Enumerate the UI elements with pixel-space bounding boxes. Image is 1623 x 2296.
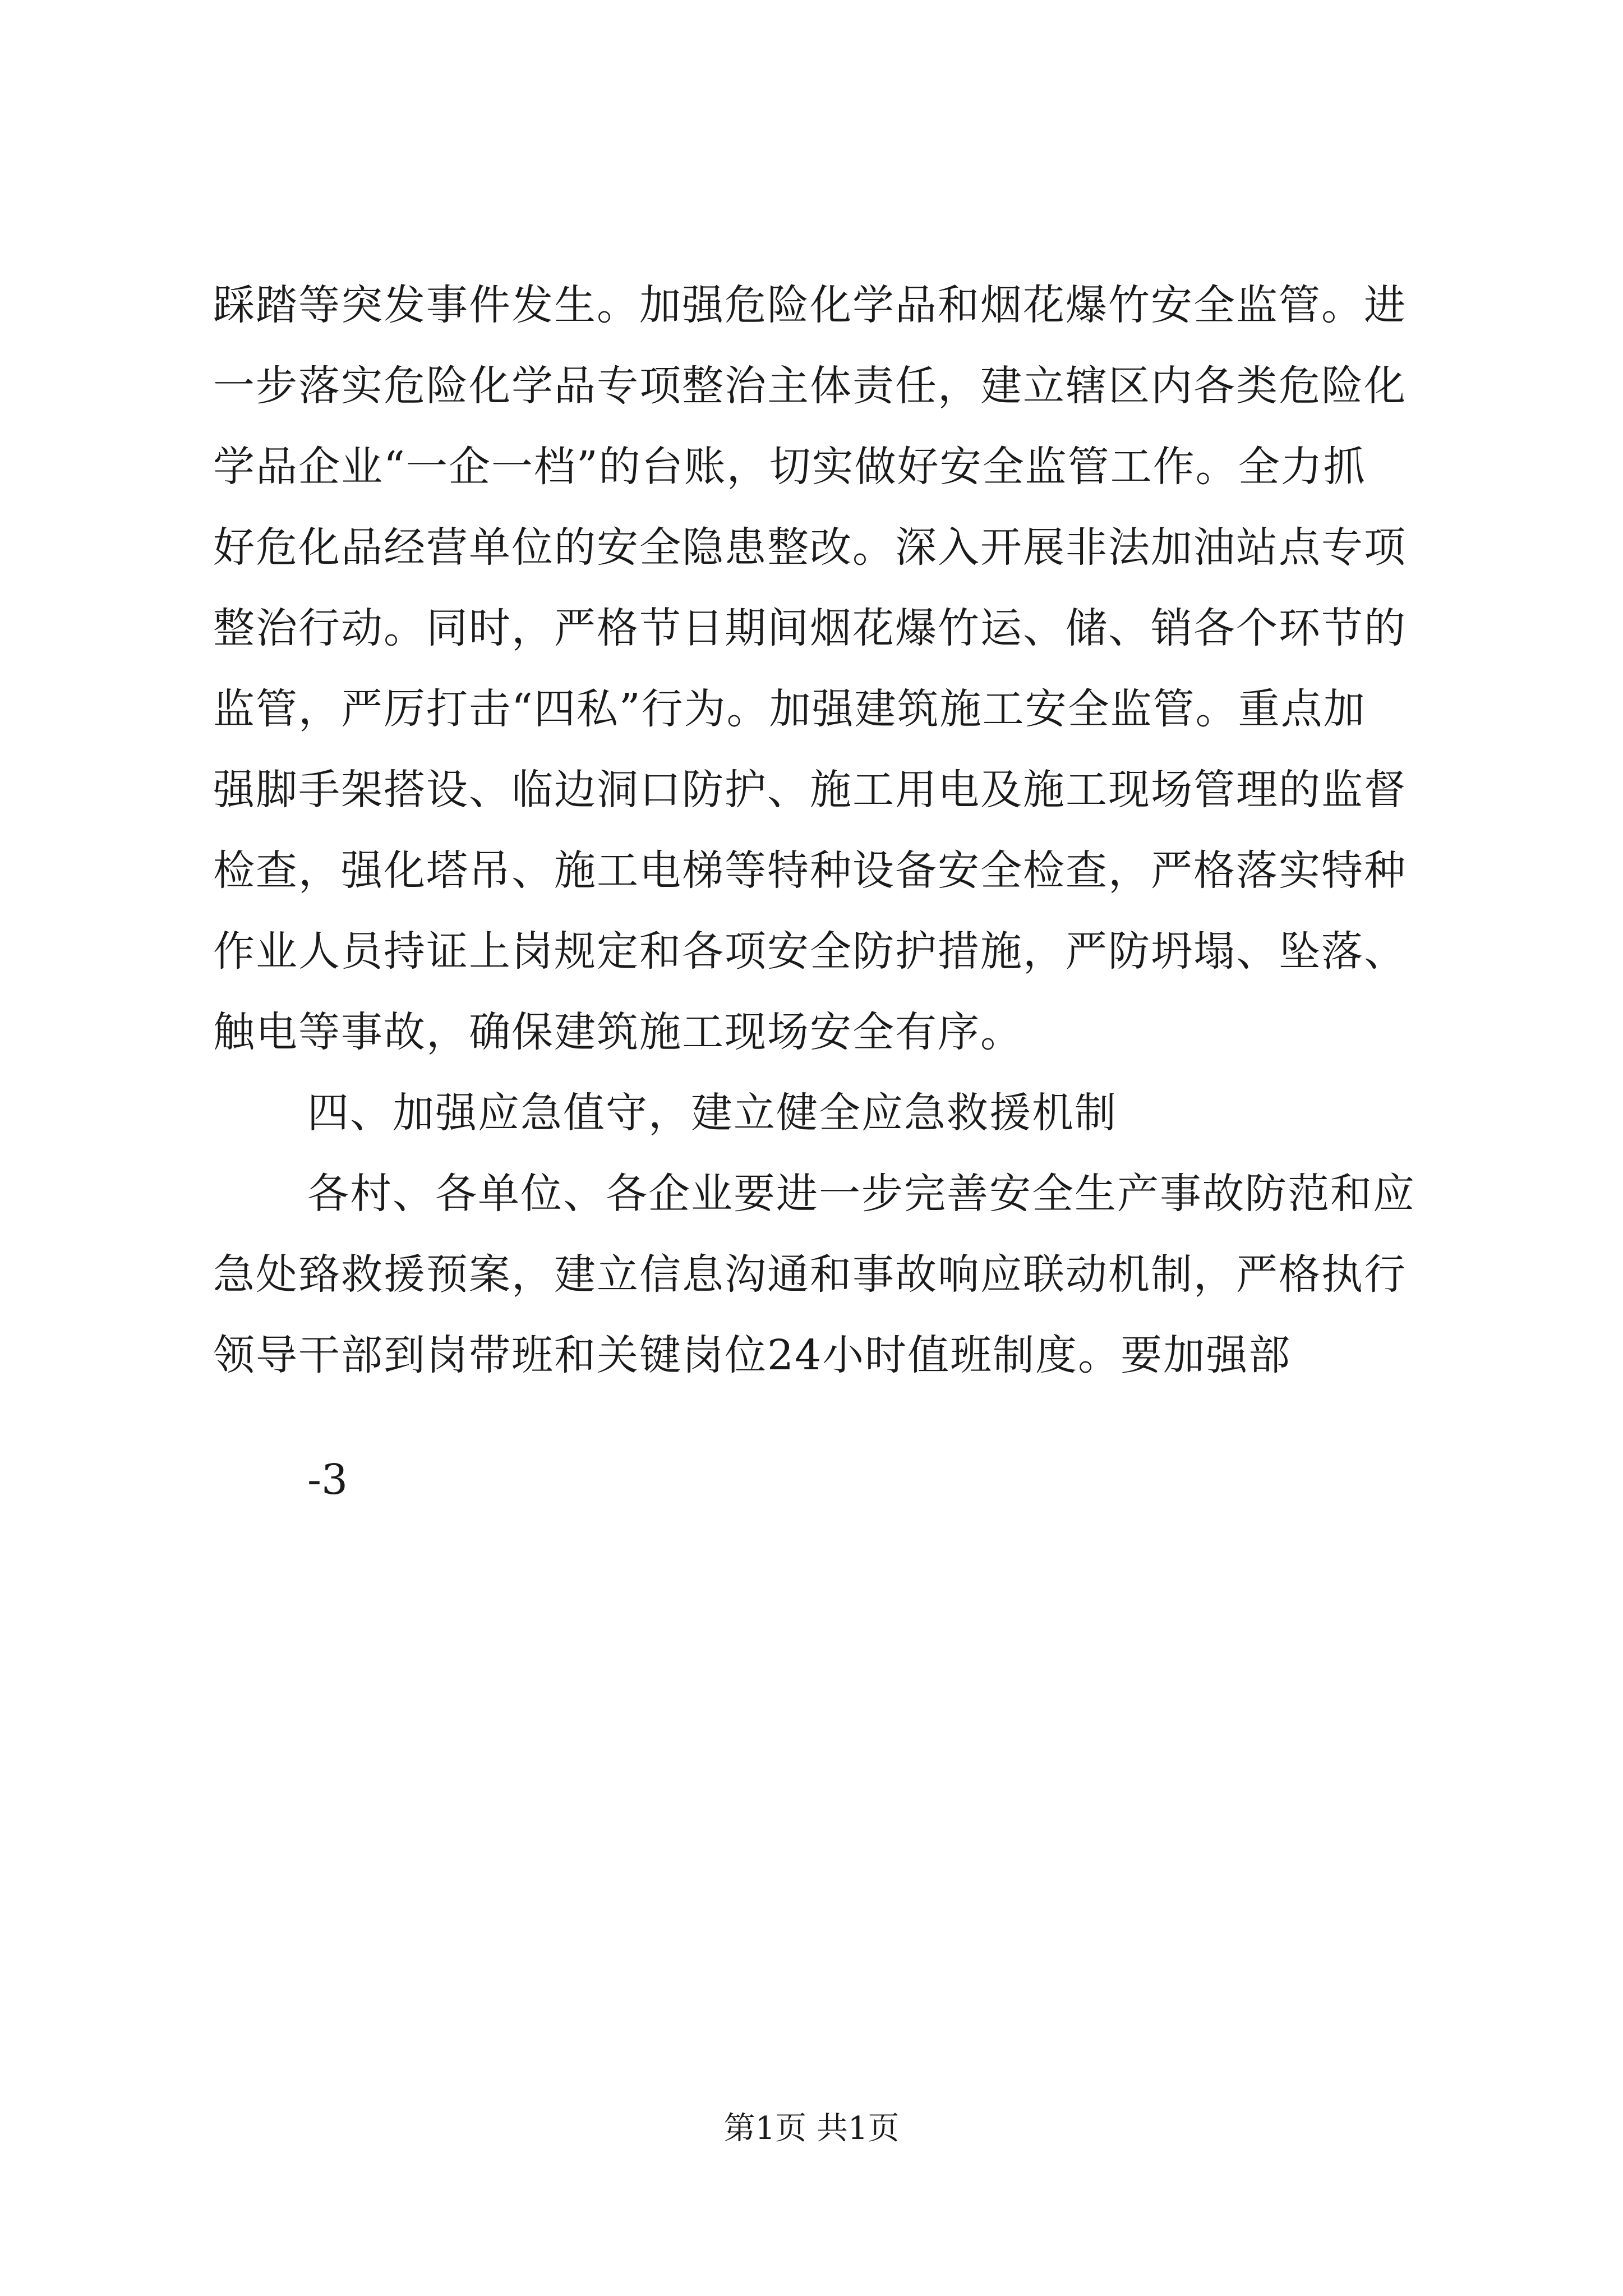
paragraph-line: 好危化品经营单位的安全隐患整改。深入开展非法加油站点专项	[213, 523, 1407, 572]
paragraph-line: 踩踏等突发事件发生。加强危险化学品和烟花爆竹安全监管。进	[213, 281, 1407, 329]
paragraph-line: 强脚手架搭设、临边洞口防护、施工用电及施工现场管理的监督	[213, 766, 1407, 814]
page-footer: 第1页 共1页	[723, 2110, 900, 2147]
paragraph-line: 检查，强化塔吊、施工电梯等特种设备安全检查，严格落实特种	[213, 846, 1407, 895]
paragraph-line: 各村、各单位、各企业要进一步完善安全生产事故防范和应	[307, 1170, 1415, 1218]
paragraph-line: 一步落实危险化学品专项整治主体责任，建立辖区内各类危险化	[213, 362, 1407, 410]
paragraph-line: 急处臵救援预案，建立信息沟通和事故响应联动机制，严格执行	[213, 1250, 1407, 1299]
paragraph-line: 整治行动。同时，严格节日期间烟花爆竹运、储、销各个环节的	[213, 604, 1407, 652]
paragraph-line: 领导干部到岗带班和关键岗位24小时值班制度。要加强部	[213, 1331, 1292, 1379]
document-body	[213, 265, 1447, 1396]
paragraph-line: 作业人员持证上岗规定和各项安全防护措施，严防坍塌、坠落、	[213, 927, 1407, 976]
paragraph-line: 触电等事故，确保建筑施工现场安全有序。	[213, 1008, 1023, 1056]
paragraph-line: 监管，严厉打击“四私”行为。加强建筑施工安全监管。重点加	[213, 685, 1366, 733]
page-marker: -3	[307, 1456, 348, 1504]
paragraph-line: 学品企业“一企一档”的台账，切实做好安全监管工作。全力抓	[213, 443, 1366, 491]
section-heading: 四、加强应急值守，建立健全应急救援机制	[307, 1089, 1117, 1137]
